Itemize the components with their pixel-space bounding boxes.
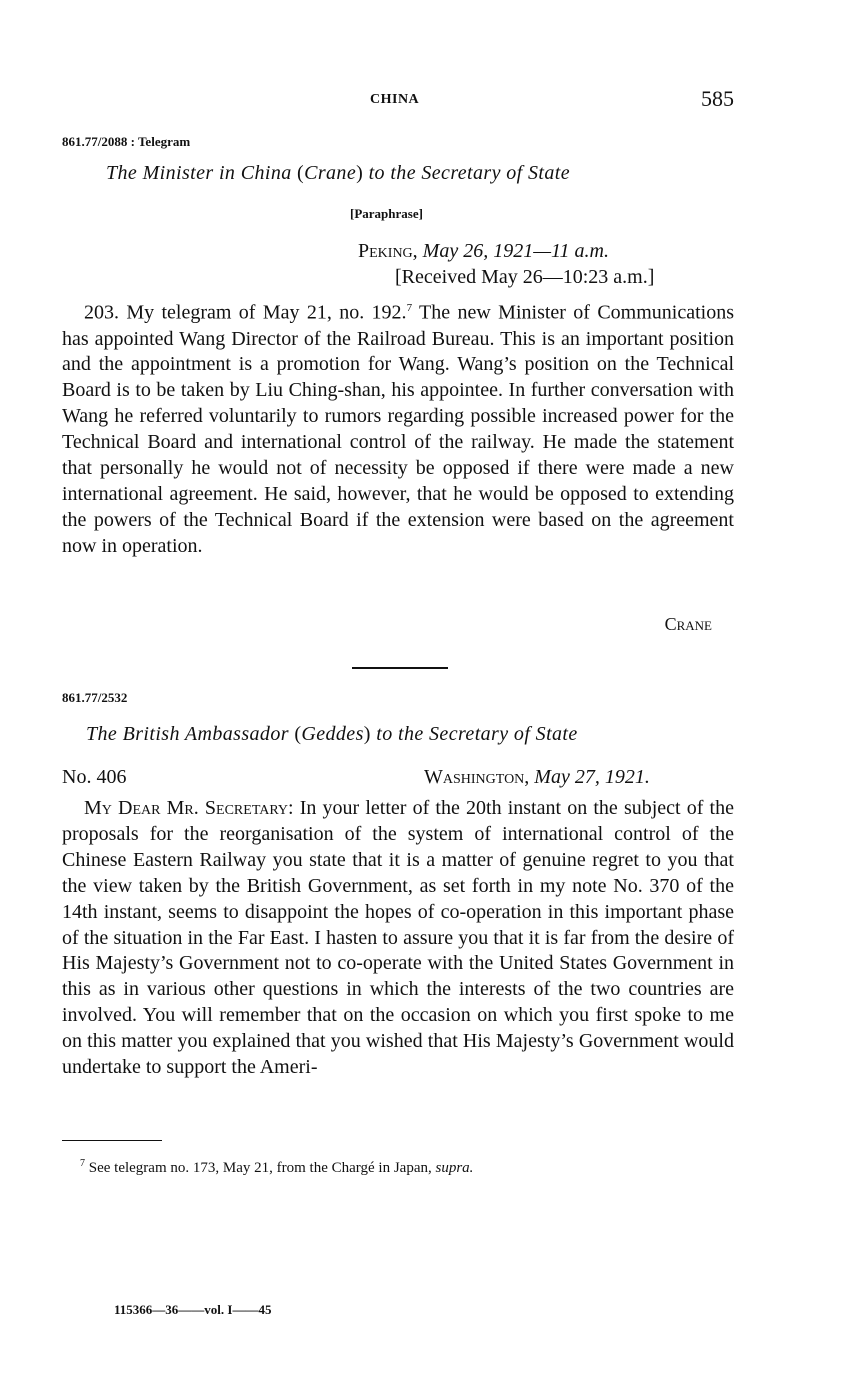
running-head: CHINA <box>370 92 420 107</box>
received-line: [Received May 26—10:23 a.m.] <box>395 266 655 288</box>
document-title-1: The Minister in China (Crane) to the Secretary of State <box>106 162 571 184</box>
dateline-1-date: May 26, 1921—11 a.m. <box>422 240 609 262</box>
footnote-supra: supra. <box>435 1160 474 1176</box>
title-1-name: Crane <box>304 162 357 184</box>
dateline-2-date: May 27, 1921. <box>534 766 650 788</box>
signature-crane: Crane <box>664 614 712 634</box>
title-2-part2: to the Secretary of State <box>376 723 578 745</box>
document-title-2: The British Ambassador (Geddes) to the Secretary of State <box>86 723 578 745</box>
dateline-1 <box>358 240 609 263</box>
title-1-part2: to the Secretary of State <box>368 162 571 184</box>
salutation: My Dear Mr. Secretary: <box>84 797 294 819</box>
footnote-text: See telegram no. 173, May 21, from the Chargé in Japan, <box>88 1160 436 1176</box>
file-number-1: 861.77/2088 : Telegram <box>62 134 191 149</box>
title-2-name: Geddes <box>301 723 364 745</box>
footnote-rule <box>62 1140 162 1141</box>
title-1-part1: The Minister in China <box>106 162 292 184</box>
paraphrase-note: [Paraphrase] <box>350 206 423 221</box>
file-number-2: 861.77/2532 <box>62 690 128 705</box>
letter-number: No. 406 <box>62 766 127 788</box>
title-2-part1: The British Ambassador <box>86 723 289 745</box>
body-1-start: 203. My telegram of May 21, no. 192. <box>84 301 407 324</box>
letter-body <box>62 796 734 1081</box>
telegram-body <box>62 296 734 560</box>
dateline-2 <box>424 766 650 789</box>
footnote-ref: 7 <box>406 302 413 314</box>
footnote-7 <box>80 1158 473 1177</box>
body-1-rest: The new Minister of Communications has appointed Wang Director of the Railroad Bureau. This is an important position and the appointment is a promotion for Wang. Wang’s position on the Technical Board is to be taken by Liu Ching-shan, his appointee. In further conversation with Wang he referred voluntarily to rumors regarding possible increased power for the Technical Board and international control of the railway. He made the statement that personally he would not of necessity be opposed if there were made a new international agreement. He said, however, that he would be opposed to extending the powers of the Technical Board if the extension were based on the agreement now in operation. <box>62 301 734 557</box>
footnote-marker: 7 <box>80 1158 85 1169</box>
dateline-2-place: Washington, <box>424 766 530 788</box>
letter-body-text: In your letter of the 20th instant on the subject of the proposals for the reorganisation of the system of international control of the Chinese Eastern Railway you state that it is a matter of genuine regret to you that the view taken by the British Government, as set forth in my note No. 370 of the 14th instant, seems to disappoint the hopes of co-operation in this important phase of the situation in the Far East. I hasten to assure you that it is far from the desire of His Majesty’s Government not to co-operate with the United States Government in this as in various other questions in which the interests of the two countries are involved. You will remember that on the occasion on which you first spoke to me on this matter you explained that you wished that His Majesty’s Government would undertake to support the Ameri- <box>62 797 734 1079</box>
page-number: 585 <box>701 86 734 111</box>
dateline-1-place: Peking, <box>358 240 418 262</box>
section-divider <box>352 667 448 669</box>
printer-imprint: 115366—36——vol. I——45 <box>114 1302 272 1317</box>
